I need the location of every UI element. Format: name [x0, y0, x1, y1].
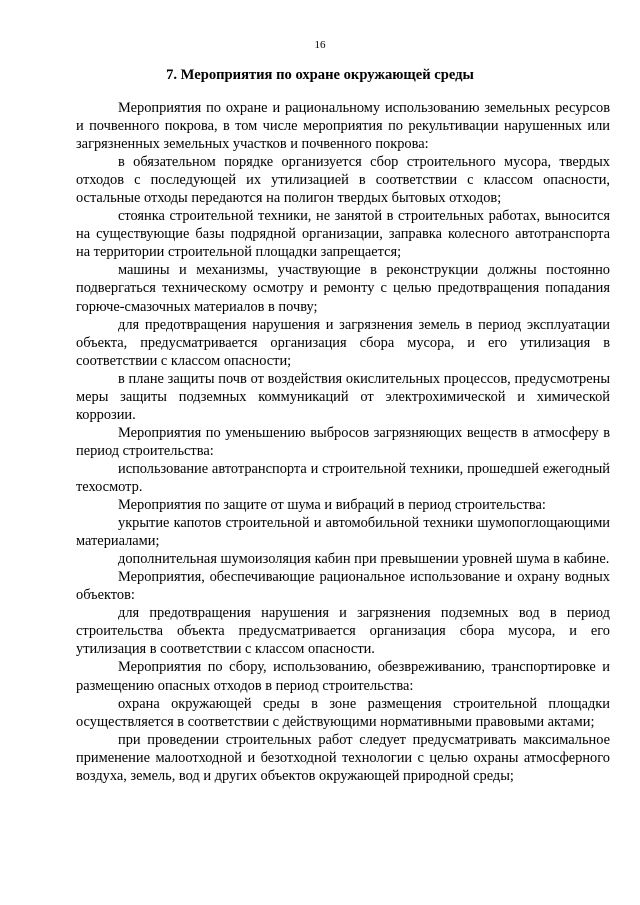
paragraph: для предотвращения нарушения и загрязнения подземных вод в период строительства объекта предусматривается организация сбора мусора, и его утилизация в соответствии с классом опасности.	[76, 605, 610, 658]
paragraph: в плане защиты почв от воздействия окислительных процессов, предусмотрены меры защиты подземных коммуникаций от электрохимической и химической коррозии.	[76, 370, 610, 423]
paragraph: Мероприятия по защите от шума и вибраций в период строительства:	[118, 497, 546, 514]
page-number: 16	[314, 39, 326, 51]
paragraph: Мероприятия по уменьшению выбросов загрязняющих веществ в атмосферу в период строительства:	[76, 424, 610, 459]
paragraph: для предотвращения нарушения и загрязнения земель в период эксплуатации объекта, предусматривается организация сбора мусора, и его утилизация в соответствии с классом опасности;	[76, 316, 610, 369]
section-title: 7. Мероприятия по охране окружающей среды	[166, 67, 474, 83]
section-body	[76, 99, 610, 785]
paragraph: использование автотранспорта и строительной техники, прошедшей ежегодный техосмотр.	[76, 460, 610, 495]
paragraph: Мероприятия по сбору, использованию, обезвреживанию, транспортировке и размещению опасных отходов в период строительства:	[76, 659, 610, 694]
paragraph: Мероприятия, обеспечивающие рациональное использование и охрану водных объектов:	[76, 569, 610, 604]
paragraph: при проведении строительных работ следует предусматривать максимальное применение малоотходной и безотходной технологии с целью охраны атмосферного воздуха, земель, вод и других объектов окружающей природной среды;	[76, 731, 610, 784]
paragraph: охрана окружающей среды в зоне размещения строительной площадки осуществляется в соответствии с действующими нормативными правовыми актами;	[76, 695, 610, 730]
paragraph: укрытие капотов строительной и автомобильной техники шумопоглощающими материалами;	[76, 515, 610, 550]
paragraph: машины и механизмы, участвующие в реконструкции должны постоянно подвергаться техническому осмотру и ремонту с целью предотвращения попадания горюче-смазочных материалов в почву;	[76, 262, 610, 315]
paragraph: стоянка строительной техники, не занятой в строительных работах, выносится на существующие базы подрядной организации, заправка колесного автотранспорта на территории строительной площадки запрещается;	[76, 208, 610, 261]
paragraph: в обязательном порядке организуется сбор строительного мусора, твердых отходов с последующей их утилизацией в соответствии с классом опасности, остальные отходы передаются на полигон твердых бытовых отходов;	[76, 154, 610, 207]
paragraph: дополнительная шумоизоляция кабин при превышении уровней шума в кабине.	[118, 551, 610, 568]
paragraph: Мероприятия по охране и рациональному использованию земельных ресурсов и почвенного покрова, в том числе мероприятия по рекультивации нарушенных или загрязненных земельных участков и почвенного покрова:	[76, 100, 610, 153]
